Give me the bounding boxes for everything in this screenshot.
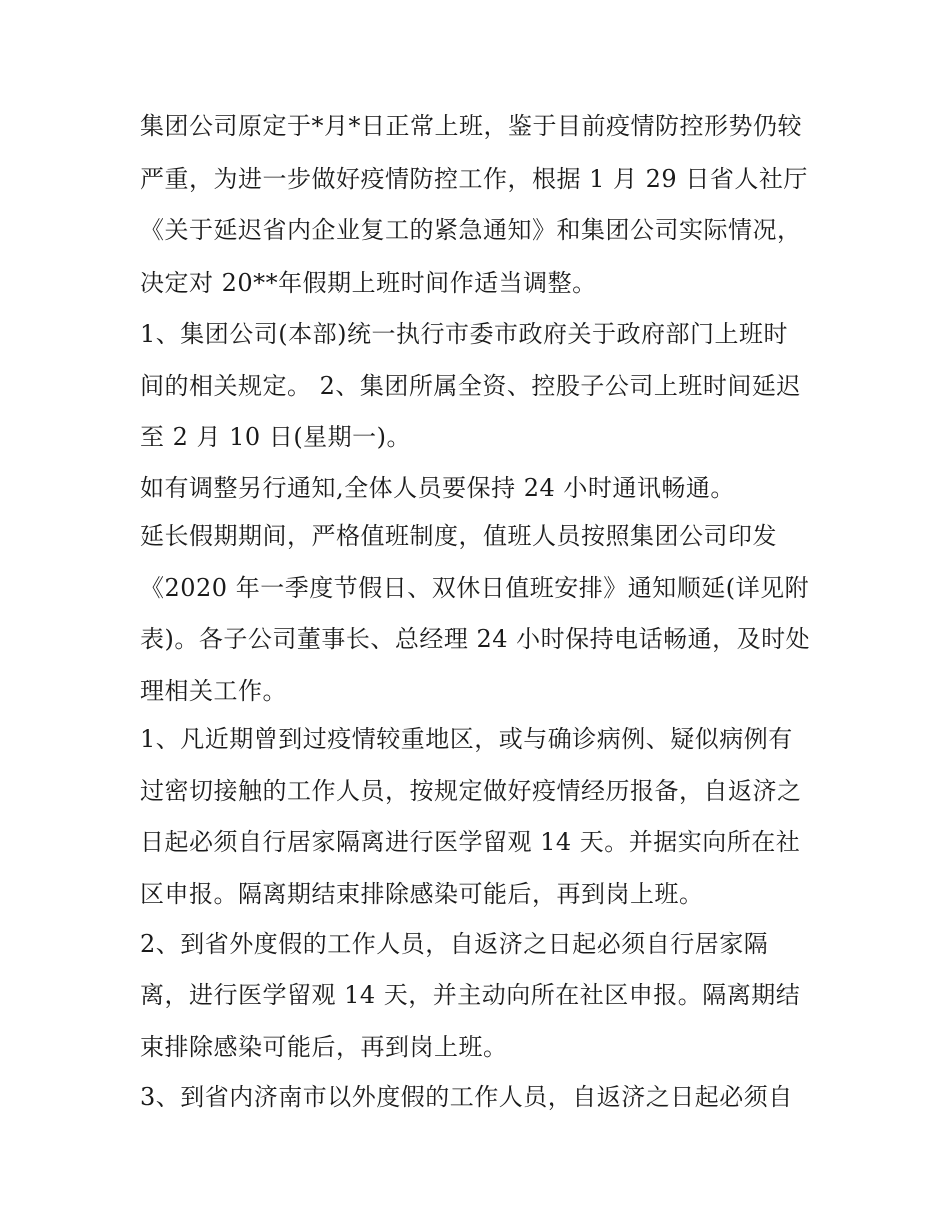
- text-line: 日起必须自行居家隔离进行医学留观 14 天。并据实向所在社: [140, 828, 801, 856]
- text-line: 如有调整另行通知,全体人员要保持 24 小时通讯畅通。: [140, 474, 735, 502]
- text-line: 1、凡近期曾到过疫情较重地区，或与确诊病例、疑似病例有: [140, 725, 793, 753]
- text-line: 区申报。隔离期结束排除感染可能后，再到岗上班。: [140, 880, 704, 908]
- text-line: 决定对 20**年假期上班时间作适当调整。: [140, 269, 597, 297]
- text-line: 集团公司原定于*月*日正常上班，鉴于目前疫情防控形势仍较: [140, 112, 802, 140]
- text-line: 2、到省外度假的工作人员，自返济之日起必须自行居家隔: [140, 930, 769, 958]
- text-line: 至 2 月 10 日(星期一)。: [140, 423, 412, 451]
- text-line: 理相关工作。: [140, 677, 287, 705]
- text-line: 《2020 年一季度节假日、双休日值班安排》通知顺延(详见附: [140, 574, 810, 602]
- text-line: 表)。各子公司董事长、总经理 24 小时保持电话畅通，及时处: [140, 625, 811, 653]
- text-line: 束排除感染可能后，再到岗上班。: [140, 1033, 508, 1061]
- text-line: 过密切接触的工作人员，按规定做好疫情经历报备，自返济之: [140, 777, 802, 805]
- text-line: 离，进行医学留观 14 天，并主动向所在社区申报。隔离期结: [140, 981, 801, 1009]
- text-line: 间的相关规定。 2、集团所属全资、控股子公司上班时间延迟: [140, 372, 801, 400]
- text-line: 延长假期期间，严格值班制度，值班人员按照集团公司印发: [140, 522, 777, 550]
- text-line: 《关于延迟省内企业复工的紧急通知》和集团公司实际情况，: [140, 216, 802, 244]
- text-line: 3、到省内济南市以外度假的工作人员，自返济之日起必须自: [140, 1083, 793, 1111]
- text-line: 1、集团公司(本部)统一执行市委市政府关于政府部门上班时: [140, 320, 788, 348]
- text-line: 严重，为进一步做好疫情防控工作，根据 1 月 29 日省人社厅: [140, 165, 808, 193]
